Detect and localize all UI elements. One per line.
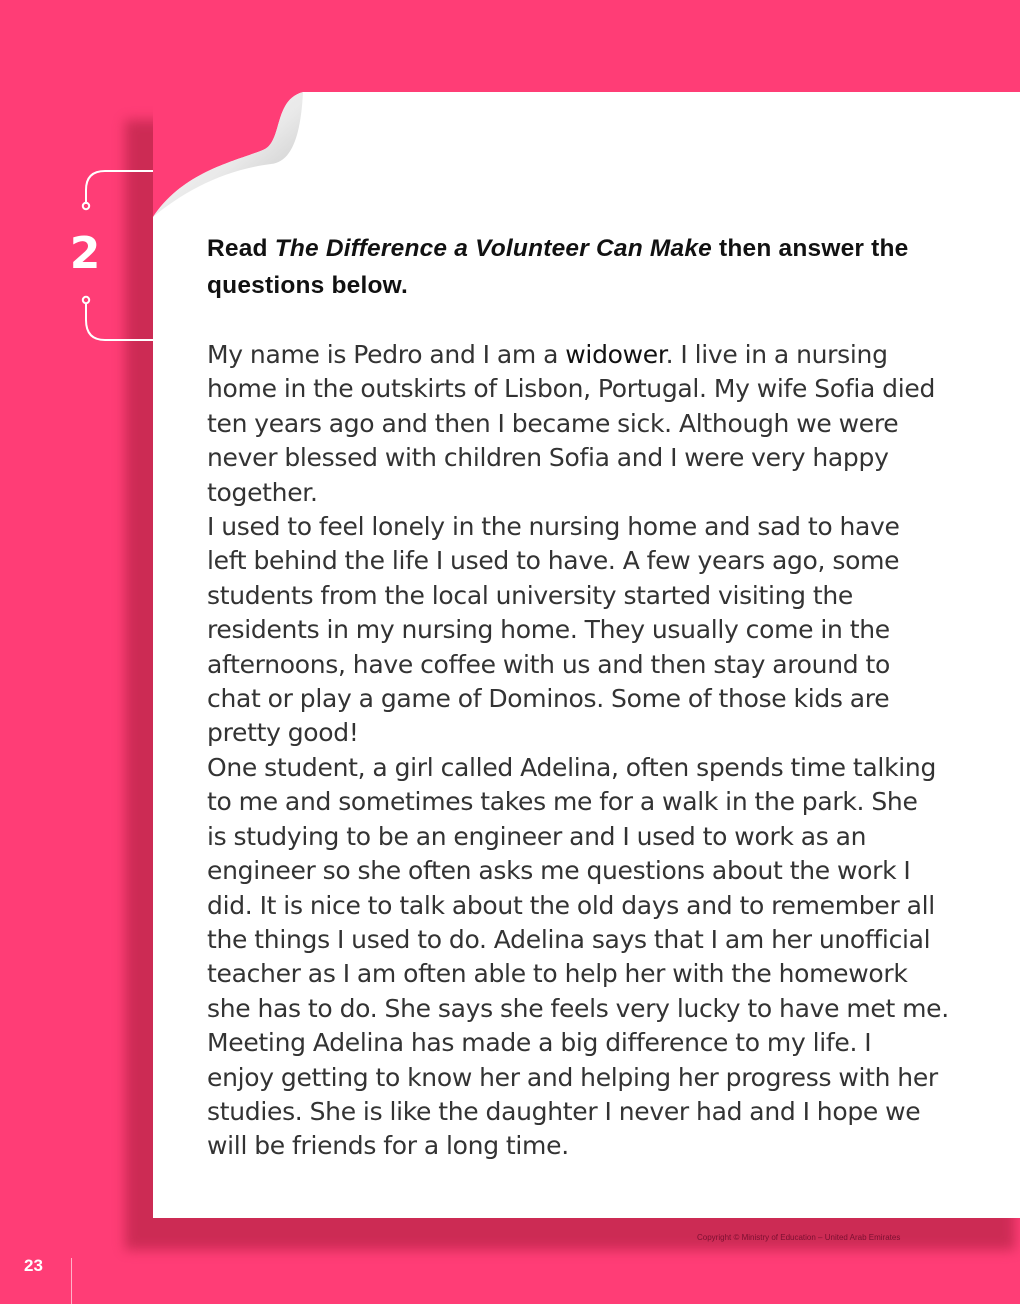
- story-line: One student, a girl called Adelina, often spends time talking: [207, 752, 937, 782]
- story-line: afternoons, have coffee with us and then stay around to: [207, 649, 890, 679]
- story-line: residents in my nursing home. They usually come in the: [207, 615, 890, 645]
- story-line: will be friends for a long time.: [207, 1131, 569, 1161]
- story-line: engineer so she often asks me questions about the work I: [207, 856, 911, 886]
- story-line: to me and sometimes takes me for a walk in the park. She: [207, 787, 918, 817]
- story-line: [207, 338, 967, 372]
- story-title: The Difference a Volunteer Can Make: [274, 235, 712, 262]
- story-line: she has to do. She says she feels very lucky to have met me.: [207, 993, 949, 1023]
- page-curl-decoration: [153, 92, 303, 222]
- story-line: students from the local university started visiting the: [207, 580, 854, 610]
- instruction-suffix: then answer the questions below.: [207, 235, 909, 299]
- step-number: 2: [69, 228, 101, 279]
- story-text: [207, 338, 967, 1164]
- story-line: ten years ago and then I became sick. Although we were: [207, 408, 899, 438]
- story-line: pretty good!: [207, 718, 359, 748]
- story-line-end: . I live in a nursing: [665, 340, 888, 369]
- story-line: teacher as I am often able to help her with the homework: [207, 959, 908, 989]
- story-line: I used to feel lonely in the nursing home and sad to have: [207, 512, 900, 542]
- story-line: home in the outskirts of Lisbon, Portugal. My wife Sofia died: [207, 374, 936, 404]
- story-line: never blessed with children Sofia and I were very happy: [207, 443, 889, 473]
- page-number: 23: [24, 1256, 43, 1275]
- story-line: did. It is nice to talk about the old days and to remember all: [207, 890, 935, 920]
- glossary-word-widower[interactable]: widower: [565, 340, 666, 369]
- instruction-prefix: Read: [207, 235, 275, 262]
- story-line: the things I used to do. Adelina says that I am her unofficial: [207, 924, 931, 954]
- copyright-notice: Copyright © Ministry of Education – United Arab Emirates: [697, 1233, 901, 1242]
- story-line: studies. She is like the daughter I never had and I hope we: [207, 1096, 921, 1126]
- page-number-divider: [71, 1258, 72, 1304]
- instruction-heading: [207, 230, 967, 304]
- story-line: is studying to be an engineer and I used to work as an: [207, 821, 867, 851]
- story-line: together.: [207, 477, 318, 507]
- story-line: left behind the life I used to have. A few years ago, some: [207, 546, 900, 576]
- story-line-start: My name is Pedro and I am a: [207, 340, 566, 369]
- story-line: chat or play a game of Dominos. Some of those kids are: [207, 684, 890, 714]
- story-line: Meeting Adelina has made a big difference to my life. I: [207, 1028, 872, 1058]
- story-line: enjoy getting to know her and helping her progress with her: [207, 1062, 938, 1092]
